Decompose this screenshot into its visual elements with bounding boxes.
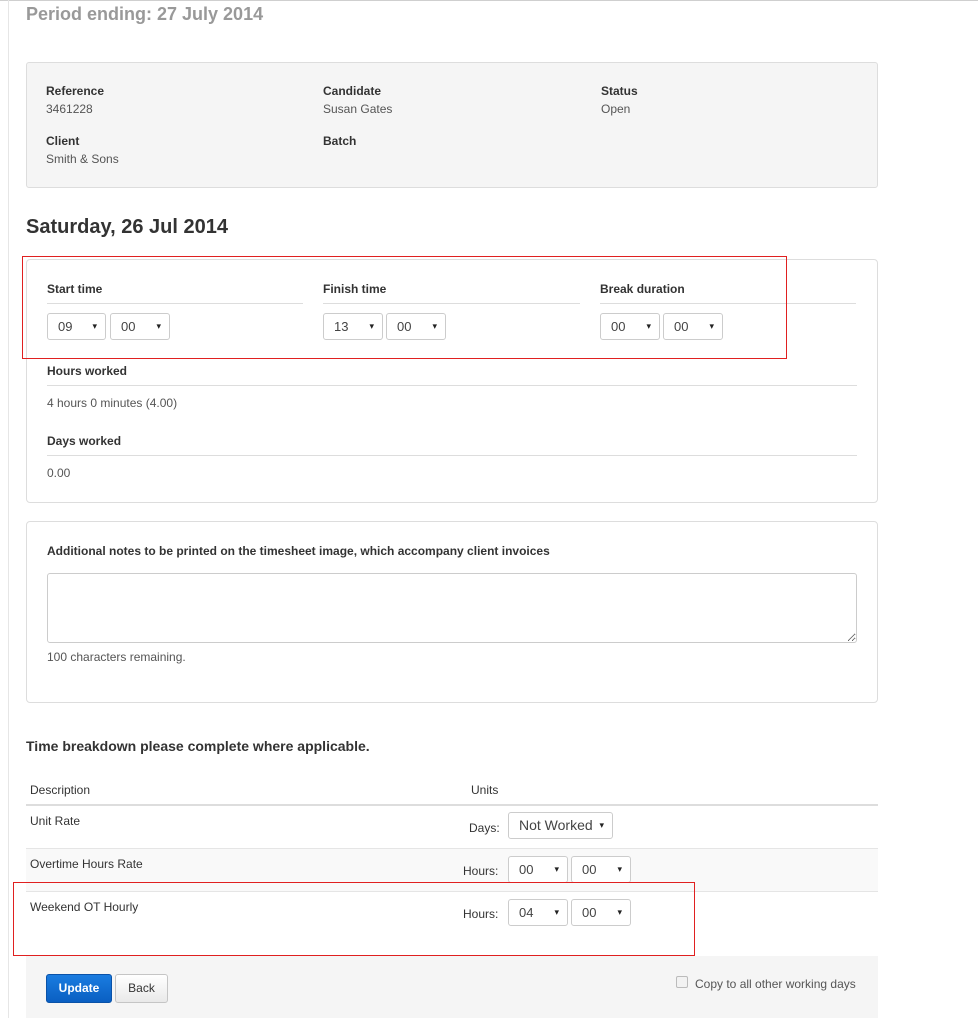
dropdown-arrow-icon: ▾ [156,321,161,331]
client-label: Client [46,134,80,148]
copy-to-all-checkbox[interactable] [676,976,688,988]
unit-rate-days-select[interactable] [508,812,613,839]
status-label: Status [601,84,638,98]
break-minute-select[interactable] [663,313,723,340]
finish-minute-value: 00 [397,319,412,334]
overtime-hour-value: 00 [519,862,534,877]
status-value: Open [601,102,631,116]
dropdown-arrow-icon: ▾ [709,321,714,331]
notes-textarea[interactable] [47,573,857,643]
day-title: Saturday, 26 Jul 2014 [26,216,228,238]
weekend-ot-description: Weekend OT Hourly [30,900,139,914]
finish-hour-select[interactable] [323,313,383,340]
break-hour-select[interactable] [600,313,660,340]
unit-rate-units-label: Days: [469,821,500,835]
table-row [26,849,878,891]
finish-time-label: Finish time [323,282,387,296]
summary-panel [26,62,878,188]
break-duration-label: Break duration [600,282,685,296]
start-time-divider [47,303,303,304]
dropdown-arrow-icon: ▾ [554,907,559,917]
days-worked-value: 0.00 [47,466,71,480]
client-value: Smith & Sons [46,152,119,166]
dropdown-arrow-icon: ▾ [617,864,622,874]
hours-worked-divider [47,385,857,386]
weekend-ot-minute-value: 00 [582,905,597,920]
batch-label: Batch [323,134,357,148]
start-hour-value: 09 [58,319,73,334]
description-column-header: Description [30,783,91,797]
weekend-ot-minute-select[interactable] [571,899,631,926]
start-time-label: Start time [47,282,103,296]
dropdown-arrow-icon: ▾ [92,321,97,331]
days-worked-divider [47,455,857,456]
notes-remaining: 100 characters remaining. [47,650,186,664]
dropdown-arrow-icon: ▾ [595,813,604,838]
reference-label: Reference [46,84,105,98]
copy-to-all-label: Copy to all other working days [695,977,856,991]
units-column-header: Units [471,783,499,797]
dropdown-arrow-icon: ▾ [554,864,559,874]
candidate-label: Candidate [323,84,382,98]
top-border [0,0,978,1]
weekend-ot-hour-select[interactable] [508,899,568,926]
start-minute-select[interactable] [110,313,170,340]
table-header-divider [26,804,878,806]
start-minute-value: 00 [121,319,136,334]
overtime-minute-select[interactable] [571,856,631,883]
dropdown-arrow-icon: ▾ [617,907,622,917]
weekend-ot-hour-value: 04 [519,905,534,920]
weekend-ot-units-label: Hours: [463,907,499,921]
dropdown-arrow-icon: ▾ [369,321,374,331]
overtime-hour-select[interactable] [508,856,568,883]
overtime-hours-units-label: Hours: [463,864,499,878]
back-button[interactable]: Back [115,974,168,1003]
unit-rate-description: Unit Rate [30,814,81,828]
days-worked-label: Days worked [47,434,122,448]
dropdown-arrow-icon: ▾ [432,321,437,331]
start-hour-select[interactable] [47,313,106,340]
left-border [8,0,9,1018]
period-title: Period ending: 27 July 2014 [26,4,264,24]
overtime-hours-description: Overtime Hours Rate [30,857,143,871]
finish-minute-select[interactable] [386,313,446,340]
break-hour-value: 00 [611,319,626,334]
break-duration-divider [600,303,856,304]
candidate-value: Susan Gates [323,102,393,116]
notes-label: Additional notes to be printed on the timesheet image, which accompany client invoices [47,544,550,558]
finish-hour-value: 13 [334,319,349,334]
hours-worked-label: Hours worked [47,364,128,378]
overtime-minute-value: 00 [582,862,597,877]
row-divider [26,891,878,892]
times-panel [26,259,878,503]
break-minute-value: 00 [674,319,689,334]
hours-worked-value: 4 hours 0 minutes (4.00) [47,396,178,410]
unit-rate-days-value: Not Worked [519,817,593,833]
finish-time-divider [323,303,580,304]
update-button[interactable]: Update [46,974,112,1003]
dropdown-arrow-icon: ▾ [646,321,651,331]
reference-value: 3461228 [46,102,93,116]
breakdown-title: Time breakdown please complete where applicable. [26,738,370,754]
